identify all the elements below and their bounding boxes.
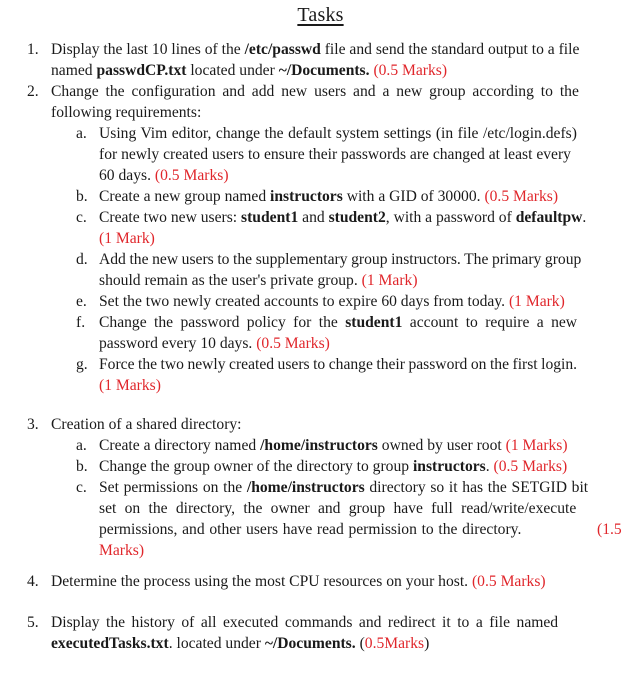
marks-label: (0.5 Marks): [373, 62, 448, 79]
task-text-line: Using Vim editor, change the default system settings (in file /etc/login.defs): [99, 125, 577, 142]
task-text-line: Create two new users: student1 and student2, with a password of defaultpw.: [99, 209, 587, 226]
task-text-line: Create a directory named /home/instructors owned by user root (1 Marks): [99, 437, 568, 454]
task-text-line: named passwdCP.txt located under ~/Documents. (0.5 Marks): [51, 62, 448, 79]
marks-label: (1 Mark): [508, 293, 565, 310]
task-text-line: Force the two newly created users to change their password on the first login.: [99, 356, 578, 373]
task-text-line: set on the directory, the owner and group have full read/write/execute: [99, 500, 577, 517]
task-text-line: 60 days. (0.5 Marks): [99, 167, 229, 184]
task-text-line: Set the two newly created accounts to expire 60 days from today. (1 Mark): [99, 293, 565, 310]
file-name: executedTasks.txt: [51, 635, 169, 652]
task-text-line: Change the configuration and add new users and a new group according to the: [51, 83, 579, 100]
subtask-label: b.: [76, 458, 88, 475]
task-text-line: Change the group owner of the directory to group instructors. (0.5 Marks): [99, 458, 568, 475]
subtask-label: c.: [76, 479, 87, 496]
user-name: student1: [241, 209, 299, 226]
task-text-line: Create a new group named instructors with a GID of 30000. (0.5 Marks): [99, 188, 559, 205]
marks-label: (0.5 Marks): [484, 188, 559, 205]
task-text-line: password every 10 days. (0.5 Marks): [99, 335, 330, 352]
file-path: /home/instructors: [246, 479, 365, 496]
marks-label: (0.5 Marks): [471, 573, 546, 590]
task-number: 3.: [27, 416, 39, 433]
subtask-label: f.: [76, 314, 86, 331]
task-text-line: Creation of a shared directory:: [51, 416, 242, 433]
task-text-line: executedTasks.txt. located under ~/Documents. (0.5Marks): [51, 635, 430, 652]
file-name: passwdCP.txt: [96, 62, 187, 79]
subtask-label: e.: [76, 293, 87, 310]
task-text-line: following requirements:: [51, 104, 202, 121]
file-path: ~/Documents.: [278, 62, 370, 79]
task-number: 4.: [27, 573, 39, 590]
task-text-line: Change the password policy for the student1 account to require a new: [99, 314, 578, 331]
marks-label: (1 Mark): [99, 230, 155, 247]
task-text-line: Display the history of all executed commands and redirect it to a file named: [51, 614, 559, 631]
group-name: instructors: [270, 188, 343, 205]
user-name: student2: [328, 209, 386, 226]
marks-label: (0.5 Marks): [256, 335, 330, 352]
task-text-line: permissions, and other users have read permission to the directory.: [99, 521, 522, 538]
file-path: /home/instructors: [260, 437, 378, 454]
subtask-label: a.: [76, 437, 87, 454]
password-value: defaultpw: [515, 209, 583, 226]
task-text-line: for newly created users to ensure their passwords are changed at least every: [99, 146, 571, 163]
marks-label: 0.5Marks: [364, 635, 425, 652]
subtask-label: d.: [76, 251, 88, 268]
marks-label: (0.5 Marks): [154, 167, 229, 184]
subtask-label: g.: [76, 356, 88, 373]
marks-label: (1.5: [597, 521, 622, 538]
subtask-label: c.: [76, 209, 87, 226]
task-text-line: Set permissions on the /home/instructors directory so it has the SETGID bit: [99, 479, 589, 496]
marks-label: (0.5 Marks): [493, 458, 568, 475]
task-text-line: Display the last 10 lines of the /etc/passwd file and send the standard output to a file: [51, 41, 580, 58]
subtask-label: b.: [76, 188, 88, 205]
page-title: Tasks: [297, 4, 344, 26]
task-text-line: Determine the process using the most CPU resources on your host. (0.5 Marks): [51, 573, 546, 590]
file-path: /etc/passwd: [244, 41, 321, 58]
marks-label: Marks): [99, 542, 145, 559]
task-number: 1.: [27, 41, 39, 58]
group-name: instructors: [412, 458, 486, 475]
task-number: 2.: [27, 83, 39, 100]
task-text-line: Add the new users to the supplementary group instructors. The primary group: [99, 251, 582, 268]
user-name: student1: [345, 314, 403, 331]
marks-label: (1 Marks): [99, 377, 161, 394]
marks-label: (1 Mark): [361, 272, 418, 289]
subtask-label: a.: [76, 125, 87, 142]
task-text-line: should remain as the user's private group. (1 Mark): [99, 272, 418, 289]
file-path: ~/Documents.: [264, 635, 356, 652]
marks-label: (1 Marks): [505, 437, 568, 454]
task-number: 5.: [27, 614, 39, 631]
